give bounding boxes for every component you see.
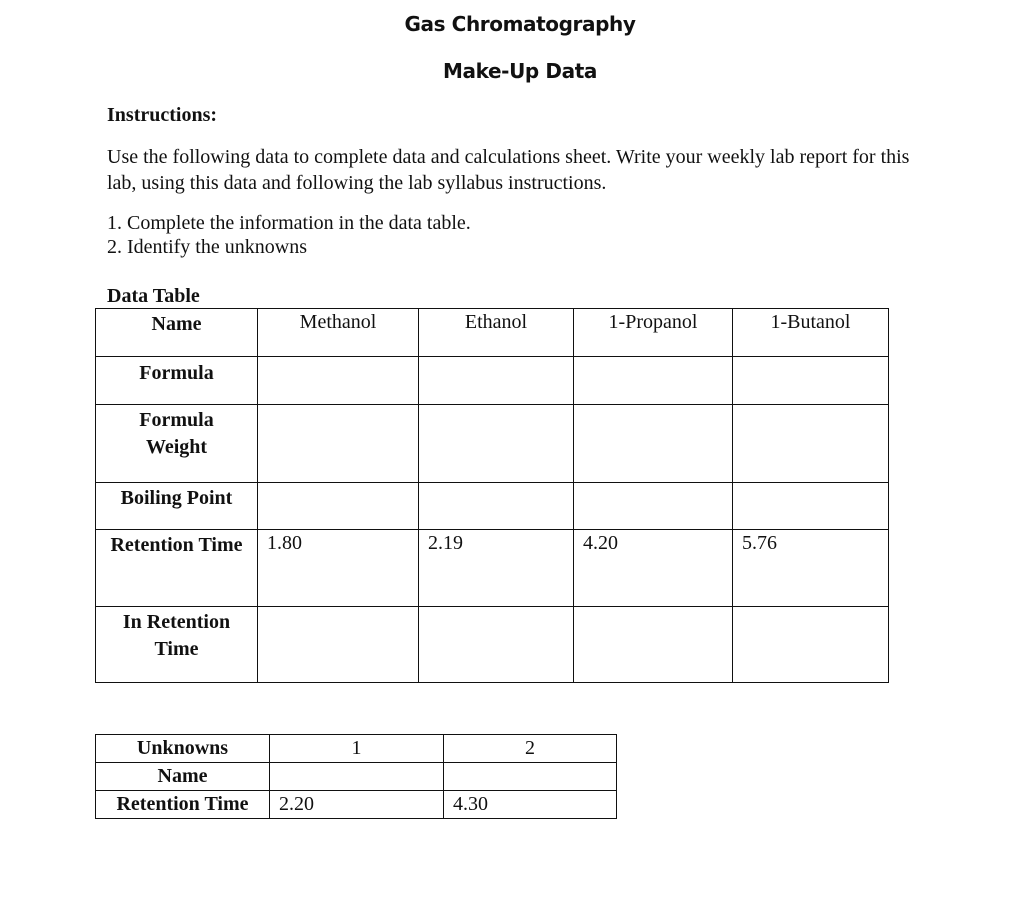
compound-name-cell: Methanol — [258, 309, 419, 357]
table-row — [96, 763, 617, 791]
retention-time-cell: 2.19 — [419, 530, 574, 607]
formula-cell — [419, 357, 574, 405]
row-label-retention-time: Retention Time — [96, 530, 258, 607]
ln-retention-time-cell — [258, 607, 419, 683]
formula-weight-cell — [258, 405, 419, 483]
row-label-unknown-name: Name — [96, 763, 270, 791]
table-row — [96, 791, 617, 819]
unknown-name-cell — [270, 763, 444, 791]
steps-list — [107, 211, 471, 259]
retention-time-cell: 4.20 — [574, 530, 733, 607]
formula-weight-cell — [733, 405, 889, 483]
row-label-boiling-point: Boiling Point — [96, 483, 258, 530]
compound-name-cell: 1-Butanol — [733, 309, 889, 357]
retention-time-cell: 5.76 — [733, 530, 889, 607]
table-row — [96, 735, 617, 763]
ln-retention-time-cell — [574, 607, 733, 683]
table-row — [96, 309, 889, 357]
boiling-point-cell — [419, 483, 574, 530]
unknown-retention-time-cell: 2.20 — [270, 791, 444, 819]
compound-name-cell: 1-Propanol — [574, 309, 733, 357]
data-table — [95, 308, 889, 683]
row-label-formula: Formula — [96, 357, 258, 405]
boiling-point-cell — [258, 483, 419, 530]
row-label-formula-weight: Formula Weight — [96, 405, 258, 483]
table-row — [96, 357, 889, 405]
step-item: 2. Identify the unknowns — [107, 236, 307, 258]
row-label-unknown-retention-time: Retention Time — [96, 791, 270, 819]
formula-weight-cell — [419, 405, 574, 483]
formula-cell — [733, 357, 889, 405]
formula-cell — [258, 357, 419, 405]
data-table-caption: Data Table — [107, 285, 200, 307]
table-row — [96, 607, 889, 683]
table-row — [96, 405, 889, 483]
document-title: Gas Chromatography — [404, 12, 636, 36]
table-row — [96, 530, 889, 607]
instructions-heading: Instructions: — [107, 104, 218, 126]
retention-time-cell: 1.80 — [258, 530, 419, 607]
formula-cell — [574, 357, 733, 405]
unknown-id-cell: 2 — [444, 735, 617, 763]
row-label-unknowns: Unknowns — [96, 735, 270, 763]
formula-weight-cell — [574, 405, 733, 483]
row-label-name: Name — [96, 309, 258, 357]
unknown-retention-time-cell: 4.30 — [444, 791, 617, 819]
instructions-text: Use the following data to complete data and calculations sheet. Write your weekly lab report for this lab, using this data and following the lab syllabus instructions. — [107, 146, 910, 194]
table-row — [96, 483, 889, 530]
unknown-name-cell — [444, 763, 617, 791]
compound-name-cell: Ethanol — [419, 309, 574, 357]
unknowns-table — [95, 734, 617, 819]
document-subtitle: Make-Up Data — [443, 59, 597, 83]
boiling-point-cell — [574, 483, 733, 530]
ln-retention-time-cell — [419, 607, 574, 683]
ln-retention-time-cell — [733, 607, 889, 683]
boiling-point-cell — [733, 483, 889, 530]
row-label-ln-retention-time: In Retention Time — [96, 607, 258, 683]
unknown-id-cell: 1 — [270, 735, 444, 763]
step-item: 1. Complete the information in the data table. — [107, 212, 471, 234]
